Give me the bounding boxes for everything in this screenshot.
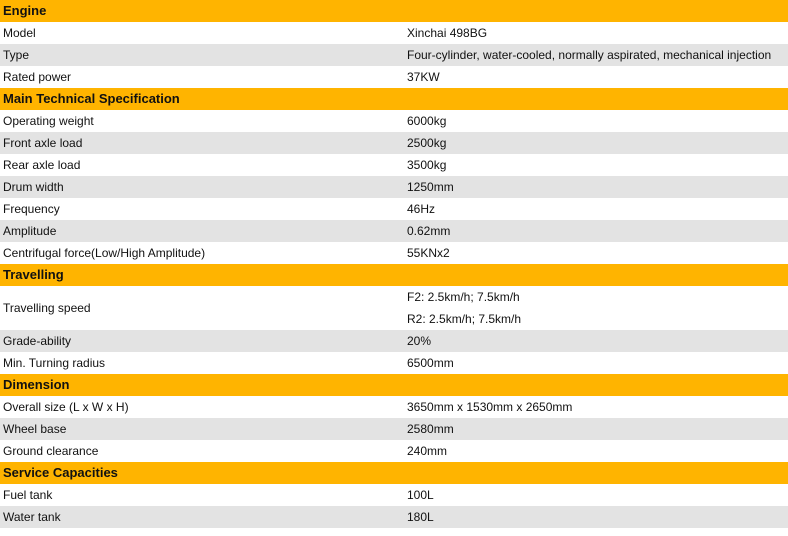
spec-value: 1250mm — [402, 176, 788, 198]
spec-label: Model — [0, 22, 402, 44]
section-title: Travelling — [0, 264, 788, 286]
section-dimension — [0, 374, 788, 396]
table-row — [0, 176, 788, 198]
spec-label: Min. Turning radius — [0, 352, 402, 374]
spec-label: Grade-ability — [0, 330, 402, 352]
table-row — [0, 440, 788, 462]
spec-label: Water tank — [0, 506, 402, 528]
table-row — [0, 198, 788, 220]
table-row-travelling-speed — [0, 286, 788, 330]
table-row — [0, 352, 788, 374]
spec-value: 3650mm x 1530mm x 2650mm — [402, 396, 788, 418]
spec-label: Frequency — [0, 198, 402, 220]
spec-label: Wheel base — [0, 418, 402, 440]
spec-value: 0.62mm — [402, 220, 788, 242]
spec-label: Travelling speed — [0, 286, 402, 330]
spec-label: Front axle load — [0, 132, 402, 154]
section-title: Service Capacities — [0, 462, 788, 484]
table-row — [0, 396, 788, 418]
speed-reverse: R2: 2.5km/h; 7.5km/h — [407, 312, 522, 326]
section-service-capacities — [0, 462, 788, 484]
spec-value-multi — [402, 286, 788, 330]
spec-value: 240mm — [402, 440, 788, 462]
table-row — [0, 484, 788, 506]
spec-label: Type — [0, 44, 402, 66]
section-engine — [0, 0, 788, 22]
section-title: Engine — [0, 0, 788, 22]
speed-forward: F2: 2.5km/h; 7.5km/h — [407, 290, 520, 304]
spec-value: 37KW — [402, 66, 788, 88]
table-row — [0, 506, 788, 528]
section-travelling — [0, 264, 788, 286]
table-row — [0, 110, 788, 132]
spec-label: Overall size (L x W x H) — [0, 396, 402, 418]
table-row — [0, 154, 788, 176]
spec-label: Rear axle load — [0, 154, 402, 176]
spec-label: Ground clearance — [0, 440, 402, 462]
section-title: Main Technical Specification — [0, 88, 788, 110]
spec-value: 55KNx2 — [402, 242, 788, 264]
spec-value: 20% — [402, 330, 788, 352]
table-row — [0, 44, 788, 66]
spec-value: Four-cylinder, water-cooled, normally aspirated, mechanical injection — [402, 44, 788, 66]
table-row — [0, 330, 788, 352]
spec-label: Amplitude — [0, 220, 402, 242]
spec-value: 3500kg — [402, 154, 788, 176]
spec-value: 6000kg — [402, 110, 788, 132]
spec-value: 2580mm — [402, 418, 788, 440]
spec-value: 46Hz — [402, 198, 788, 220]
table-row — [0, 242, 788, 264]
spec-label: Rated power — [0, 66, 402, 88]
spec-label: Fuel tank — [0, 484, 402, 506]
spec-value: 180L — [402, 506, 788, 528]
table-row — [0, 66, 788, 88]
spec-label: Centrifugal force(Low/High Amplitude) — [0, 242, 402, 264]
spec-label: Drum width — [0, 176, 402, 198]
spec-value: Xinchai 498BG — [402, 22, 788, 44]
spec-label: Operating weight — [0, 110, 402, 132]
spec-value: 6500mm — [402, 352, 788, 374]
spec-value: 2500kg — [402, 132, 788, 154]
table-row — [0, 22, 788, 44]
section-main-technical-specification — [0, 88, 788, 110]
table-row — [0, 418, 788, 440]
table-row — [0, 132, 788, 154]
section-title: Dimension — [0, 374, 788, 396]
table-row — [0, 220, 788, 242]
spec-value: 100L — [402, 484, 788, 506]
